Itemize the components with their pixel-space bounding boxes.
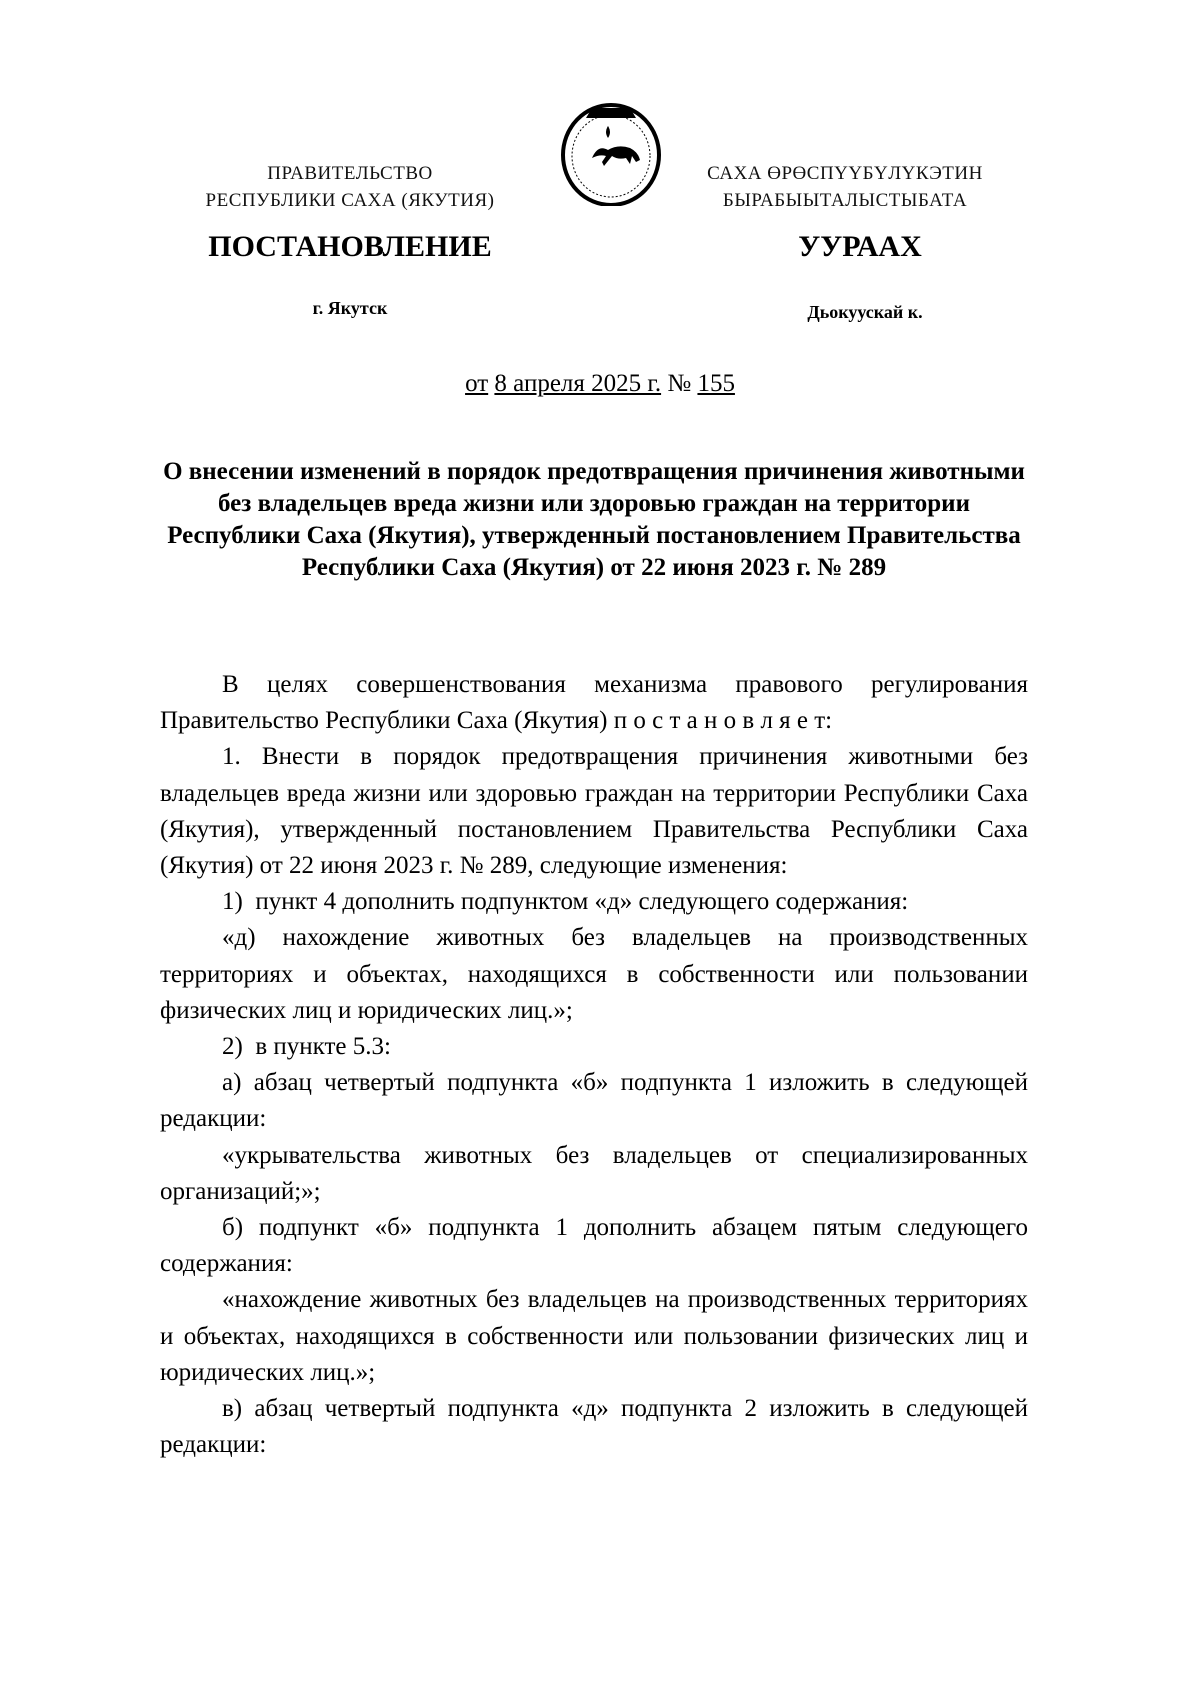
- document-type-sakha: УУРААХ: [798, 230, 922, 263]
- city-ru: г. Якутск: [312, 298, 388, 318]
- paragraph: 1. Внести в порядок предотвращения причинения животными без владельцев вреда жизни или здоровью граждан на территории Республики Саха (Якутия), утвержденный постановлением Правительства Республики Саха (Якутия) от 22 июня 2023 г. № 289, следующие изменения:: [160, 743, 1028, 880]
- document-number: 155: [697, 370, 735, 397]
- paragraph: 2) в пункте 5.3:: [222, 1033, 391, 1061]
- document-date: 8 апреля 2025 г.: [494, 370, 662, 397]
- coat-of-arms-emblem: [558, 100, 664, 206]
- paragraph: б) подпункт «б» подпункта 1 дополнить абзацем пятым следующего содержания:: [160, 1214, 1028, 1278]
- left-org-name: [180, 160, 520, 214]
- paragraph: В целях совершенствования механизма правового регулирования Правительство Республики Саха (Якутия) п о с т а н о в л я е т:: [160, 671, 1028, 735]
- paragraph: «укрывательства животных без владельцев от специализированных организаций;»;: [160, 1141, 1028, 1205]
- left-org-line-1: ПРАВИТЕЛЬСТВО: [267, 163, 433, 184]
- document-date-line: [0, 370, 1200, 398]
- right-org-line-1: САХА ӨРӨСПҮҮБҮЛҮКЭТИН: [707, 163, 983, 184]
- paragraph: «нахождение животных без владельцев на производственных территориях и объектах, находящихся в собственности или пользовании физических лиц и юридических лиц.»;: [160, 1286, 1028, 1386]
- city-sakha: Дьокуускай к.: [807, 302, 923, 322]
- number-sign: №: [667, 370, 692, 397]
- date-prefix: от: [465, 370, 489, 397]
- paragraph: а) абзац четвертый подпункта «б» подпункта 1 изложить в следующей редакции:: [160, 1069, 1028, 1133]
- paragraph: 1) пункт 4 дополнить подпунктом «д» следующего содержания:: [222, 888, 909, 916]
- paragraph: «д) нахождение животных без владельцев на производственных территориях и объектах, находящихся в собственности или пользовании физических лиц и юридических лиц.»;: [160, 924, 1028, 1024]
- left-org-line-2: РЕСПУБЛИКИ САХА (ЯКУТИЯ): [205, 190, 495, 211]
- document-title: О внесении изменений в порядок предотвращения причинения животными без владельцев вреда жизни или здоровью граждан на территории Республики Саха (Якутия), утвержденный постановлением Правительства Республики Саха (Якутия) от 22 июня 2023 г. № 289: [163, 458, 1025, 581]
- paragraph: в) абзац четвертый подпункта «д» подпункта 2 изложить в следующей редакции:: [160, 1395, 1028, 1459]
- document-body: [160, 667, 1028, 1463]
- right-org-name: [680, 160, 1010, 214]
- document-type-ru: ПОСТАНОВЛЕНИЕ: [208, 230, 492, 263]
- right-org-line-2: БЫРАБЫЫТАЛЫСТЫБАТА: [722, 190, 968, 211]
